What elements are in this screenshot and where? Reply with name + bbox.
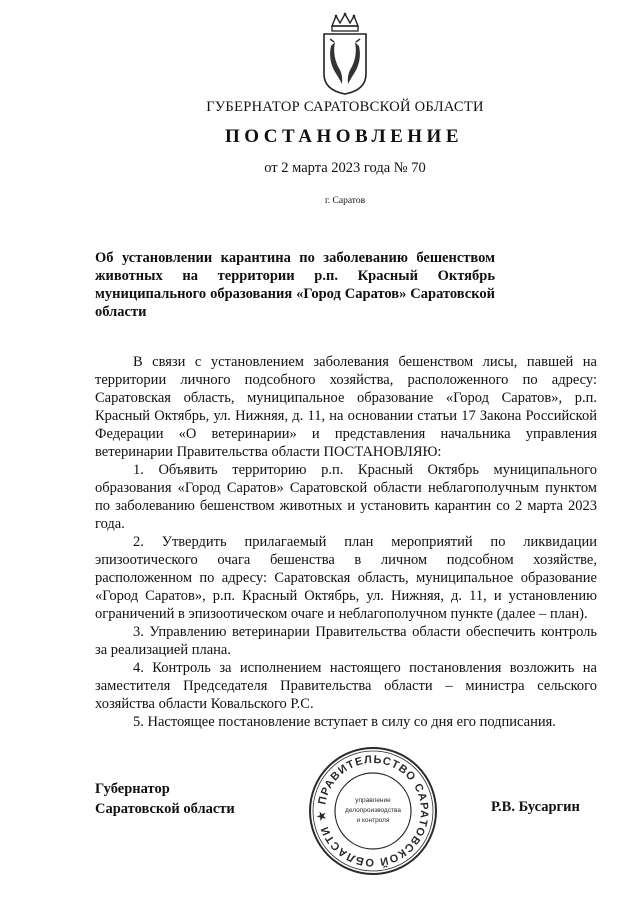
issuing-authority: ГУБЕРНАТОР САРАТОВСКОЙ ОБЛАСТИ [206,99,484,115]
city-of-issue: г. Саратов [324,196,366,206]
resolution-item: 1. Объявить территорию р.п. Красный Октябрь муниципального образования «Город Саратов» Саратовской области неблагополучным пунктом по заболеванию бешенством животных и установить карантин со 2 марта 2023 года. [95,462,597,532]
signatory-position-line: Саратовской области [95,801,235,817]
preamble-paragraph: В связи с установлением заболевания бешенством лисы, павшей на территории личного подсобного хозяйства, расположенного по адресу: Саратовская область, муниципальное образование «Город Саратов», р.п. Красный Октябрь, ул. Нижняя, д. 11, на основании статьи 17 Закона Российской Федерации «О ветеринарии» и представления начальника управления ветеринарии Правительства области ПОСТАНОВЛЯЮ: [95,354,597,460]
signatory-position [95,779,235,819]
resolution-item: 2. Утвердить прилагаемый план мероприятий по ликвидации эпизоотического очага бешенства в личном подсобном хозяйстве, расположенном по адресу: Саратовская область, муниципальное образование «Город Саратов», р.п. Красный Октябрь, ул. Нижняя, д. 11, и установлению ограничений в эпизоотическом очаге и неблагополучном пункте (далее – план). [95,534,597,622]
resolution-item: 3. Управлению ветеринарии Правительства области обеспечить контроль за реализацией плана. [95,624,597,658]
document-body [95,353,597,731]
signatory-position-line: Губернатор [95,781,170,797]
resolution-item: 5. Настоящее постановление вступает в силу со дня его подписания. [133,714,556,730]
svg-text:управление: управление [355,797,391,804]
svg-text:делопроизводства: делопроизводства [345,807,401,814]
document-type-title: ПОСТАНОВЛЕНИЕ [224,126,464,147]
official-stamp [306,744,440,878]
document-subject: Об установлении карантина по заболеванию бешенством животных на территории р.п. Красный Октябрь муниципального образования «Город Саратов» Саратовской области [95,250,495,320]
resolution-item: 4. Контроль за исполнением настоящего постановления возложить на заместителя Председателя Правительства области – министра сельского хозяйства области Ковальского Р.С. [95,660,597,712]
date-and-number: от 2 марта 2023 года № 70 [264,160,426,176]
svg-text:и контроля: и контроля [356,817,390,824]
signatory-name: Р.В. Бусаргин [491,799,580,815]
saratov-coat-of-arms-icon [320,12,370,96]
svg-text:ПРАВИТЕЛЬСТВО САРАТОВСКОЙ ОБЛА: ПРАВИТЕЛЬСТВО САРАТОВСКОЙ ОБЛАСТИ ★ [315,753,431,869]
